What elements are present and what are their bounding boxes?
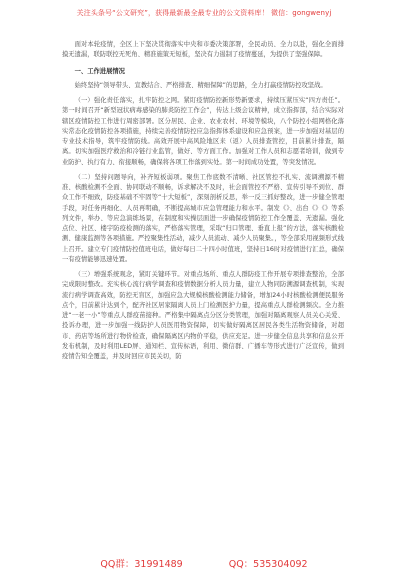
paragraph-system-concept: （三）增强系统观念，紧盯关键环节。对重点场所、重点人群防疫工作开展专项排查整治，全部完成限时整改。充实核心流行病学调查和疫情数据分析人员力量，建立人物同防溯源调查机制，实现流行病学调查高效，防控无盲区，加强应急大规模核酸检测能力储备，增加24小时核酸检测便民服务点个，目前累计达到个，配齐社区居家隔离人员上门检测医护力量，提高重点人群检测频次。全力推进“一老一小”等重点人群疫苗接种。严格集中隔离点分区分类管理，加强对隔离观察人员关心关爱、投诉办理，进一步加强一线防护人员医用物资保障，切实做好隔离区居民各类生活物资储备，对超市、药店等场所进行物价检查，确保隔离区内物价平稳，供应充足。进一步健全信息共享和信息公开发布机制，及时利用LED屏、通知栏、宣传标语，利用、微信群、广播车等形式进行广泛宣传，做到疫情告知全覆盖，并及时回应市民关切，防 bbox=[62, 271, 344, 360]
paragraph-responsibility: （一）强化责任落实，扎牢防控之网。紧盯疫情防控新形势新要求，持续压紧压实“四方责任”。第一时间召开“新型冠状病毒感染的肺炎防控工作会”，传达上级会议精神，成立指挥部，结合实际对辖区疫情防控工作进行周密部署。区分居民、企业、农业农村、环境等模块，八个防控小组网格化落实常态化疫情防控各项措施，持续完善疫情防控应急指挥体系建设和应急预案，进一步加强对基层的专业技术指导，筑牢疫情防线。高效开展中高风险地区来（返）人员排查管控，目前累计排查，隔离。切实加强医疗救治和冷链行业监管，做好、等方面工作。加强对工作人员和志愿者培训，做到专业防护、执行有力、衔接顺畅，确保将各项工作落到实处。第一时间成功处置，等突发情况。 bbox=[62, 97, 344, 166]
qq-group-number: QQ群：31991489 bbox=[100, 559, 183, 570]
footer-contacts bbox=[0, 556, 408, 570]
header-banner bbox=[0, 0, 408, 26]
paragraph-summary: 始终坚持“领导带头、宣教结合、严格排查、精细保障”的思路，全力打赢疫情防控攻坚战。 bbox=[74, 81, 327, 89]
document-body bbox=[62, 40, 344, 362]
section-heading: 一、工作进展情况 bbox=[74, 67, 125, 75]
header-banner-text: 关注头条号“公文研究”，获得最新最全最专业的公文资料库！ 微信：gongwenyj bbox=[76, 9, 332, 17]
intro-paragraph: 面对本轮疫情，全区上下坚决贯彻落实中央和市委决策部署，全民动员、全力以赴，强化全面排摸无遗漏，联防联控无死角、精准施策无短板，坚决有力遏制了疫情蔓延，为提供了坚强保障。 bbox=[62, 41, 344, 59]
qq-number: QQ：535304092 bbox=[228, 559, 308, 570]
paragraph-problem-oriented: （二）坚持问题导向，补齐短板弱项。聚焦工作底数不清晰、社区管控不扎实、流调溯源不精准、核酸检测不全面、协同联动不顺畅，诉求解决不及时，社会面管控不严格、宣传引导不到位、群众工作不细致，防疫基础不牢固等“十大短板”，深刻剖析反思，举一反三抓好整改，进一步健全管理手段，对任务再细化、人员再明确，不断提高城市应急管理能力和水平。制发《》、出台《》《》等系列文件，举办、等应急演练场景，在制度和实操层面进一步确保疫情防控工作全覆盖、无遗漏。强化点位、社区、楼宇防疫检测的落实，严格落实管理，采取“归口管理、垂直上报”的方法，落实核酸检测、健康监测等各项措施。严控聚集性活动，减少人员流动、减少人员聚集。，等全部采用视频形式线上召开。建立专门疫情防控值班电话，做好每日二十四小时值班，坚持日16时对疫情进行汇总，确保一有疫情能够迅速处置。 bbox=[62, 173, 344, 263]
